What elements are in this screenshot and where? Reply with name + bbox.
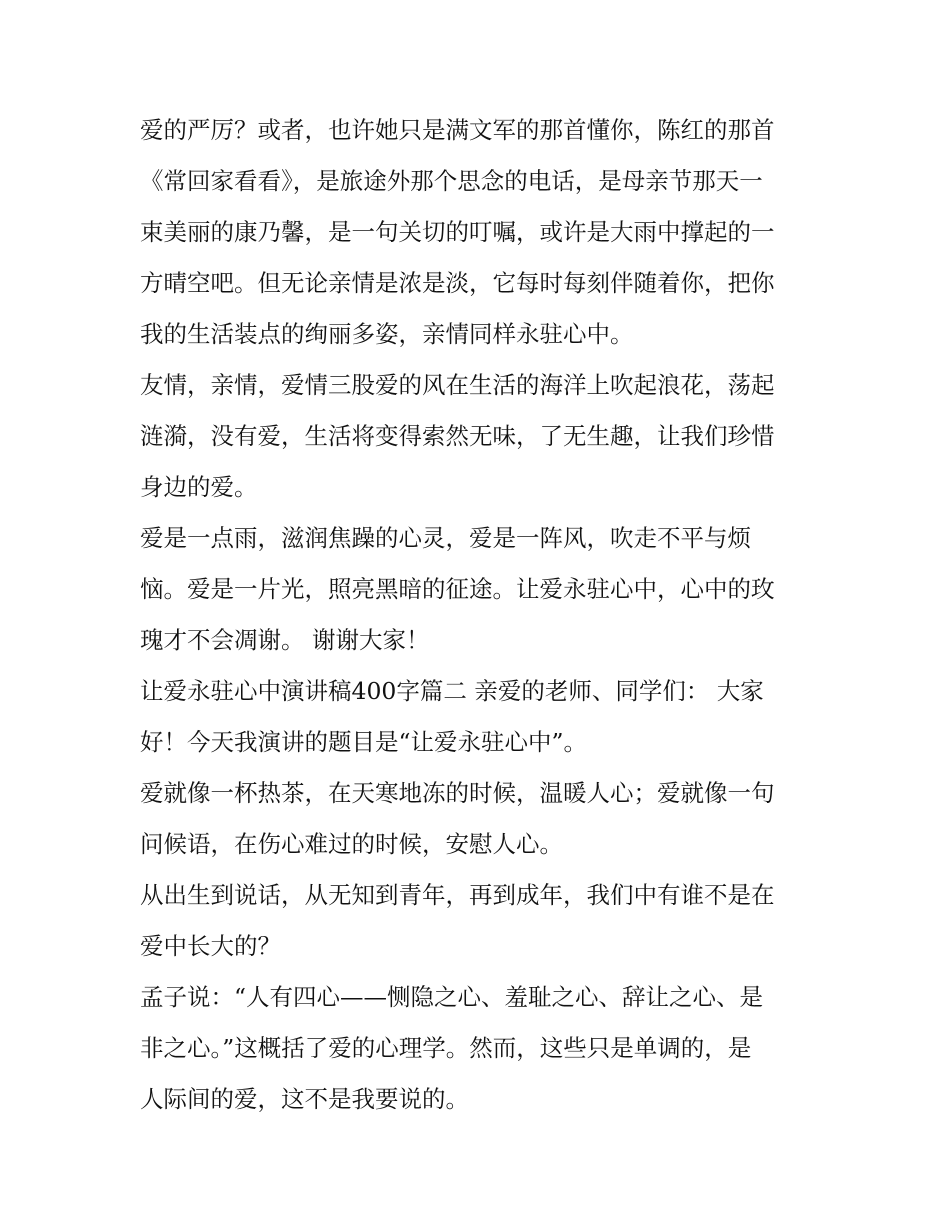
text-line: 友情，亲情，爱情三股爱的风在生活的海洋上吹起浪花，荡起 <box>140 371 775 399</box>
text-line: 爱的严厉？或者，也许她只是满文军的那首懂你，陈红的那首 <box>140 116 775 144</box>
text-line: 爱就像一杯热茶，在天寒地冻的时候，温暖人心；爱就像一句 <box>140 779 775 807</box>
text-line: 涟漪，没有爱，生活将变得索然无味，了无生趣，让我们珍惜 <box>140 422 775 450</box>
text-line: 瑰才不会凋谢。 谢谢大家！ <box>140 626 430 654</box>
text-line: 让爱永驻心中演讲稿400字篇二 亲爱的老师、同学们： 大家 <box>140 677 764 705</box>
text-line: 束美丽的康乃馨，是一句关切的叮嘱，或许是大雨中撑起的一 <box>140 218 775 246</box>
text-line: 好！今天我演讲的题目是“让爱永驻心中”。 <box>140 728 588 756</box>
text-line: 爱是一点雨，滋润焦躁的心灵，爱是一阵风，吹走不平与烦 <box>140 524 751 552</box>
text-line: 人际间的爱，这不是我要说的。 <box>140 1085 469 1113</box>
document-body <box>140 105 820 1125</box>
text-line: 孟子说：“人有四心——恻隐之心、羞耻之心、辞让之心、是 <box>140 983 764 1011</box>
text-line: 身边的爱。 <box>140 473 258 501</box>
text-line: 《常回家看看》，是旅途外那个思念的电话，是母亲节那天一 <box>140 167 763 195</box>
text-line: 恼。爱是一片光，照亮黑暗的征途。让爱永驻心中，心中的玫 <box>140 575 775 603</box>
text-line: 我的生活装点的绚丽多姿，亲情同样永驻心中。 <box>140 320 634 348</box>
text-line: 问候语，在伤心难过的时候，安慰人心。 <box>140 830 563 858</box>
text-line: 从出生到说话，从无知到青年，再到成年，我们中有谁不是在 <box>140 881 775 909</box>
text-line: 爱中长大的？ <box>140 932 281 960</box>
text-line: 非之心。”这概括了爱的心理学。然而，这些只是单调的，是 <box>140 1034 752 1062</box>
text-line: 方晴空吧。但无论亲情是浓是淡，它每时每刻伴随着你，把你 <box>140 269 775 297</box>
